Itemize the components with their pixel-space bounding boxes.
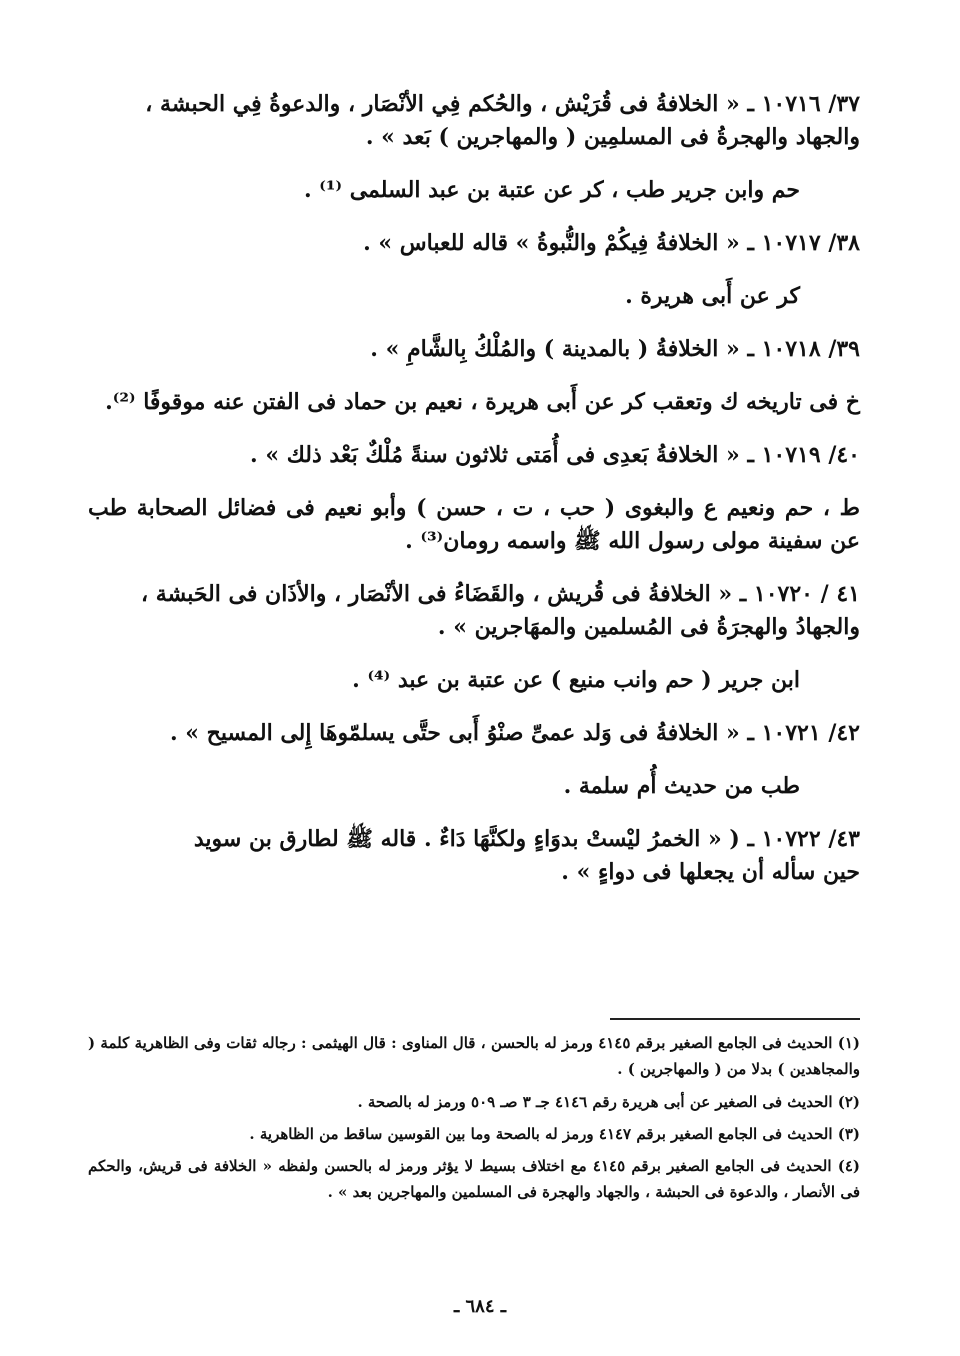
hadith-text: والجهادُ والهجرَةُ فى المُسلمين والمهَاجرين » . (437, 614, 860, 640)
entry-41-source (88, 664, 860, 697)
hadith-text: ٤٠/ ١٠٧١٩ ـ « الخلافةُ بَعدِى فى أُمَتى ثلاثون سنةً مُلْكٌ بَعْد ذلك » . (250, 442, 860, 468)
hadith-source: حم وابن جرير طب ، كر عن عتبة بن عبد السلمى ⁽¹⁾ . (303, 177, 800, 203)
hadith-source: كر عن أَبى هريرة . (625, 283, 800, 309)
footnote-2: (٢) الحديث فى الصغير عن أبى هريرة رقم ٤١٤٦ جـ ٣ صـ ٥٠٩ ورمز له بالصحة . (357, 1092, 860, 1111)
entry-37-source (88, 174, 860, 207)
hadith-source: ط ، حم ونعيم ع والبغوى ( حب ، ت ، حسن ) وأبو نعيم فى فضائل الصحابة طب عن سفينة مولى رسول الله ﷺ واسمه رومان⁽³⁾ . (88, 495, 860, 554)
footnote-separator (88, 1018, 860, 1020)
hadith-text: ٤٢/ ١٠٧٢١ ـ « الخلافةُ فى وَلد عمىِّ صنْوُ أَبى حتَّى يسلمّوهَا إِلى المسيح » . (169, 720, 860, 746)
page-number: ـ ٦٨٤ ـ (453, 1296, 507, 1317)
hadith-text: ٤٣/ ١٠٧٢٢ ـ ( « الخمرُ ليْستْ بدوَاءٍ ولكنَّهَا دَاءٌ . قاله ﷺ لطارق بن سويد (193, 826, 860, 852)
hadith-text: والجهاد والهجرةُ فى المسلمِين ( والمهاجرين ) بَعد » . (365, 124, 860, 150)
entry-42 (88, 717, 860, 750)
hadith-source: ابن جرير ( حم وانب منيع ) عن عتبة بن عبد ⁽⁴⁾ . (352, 667, 800, 693)
hadith-text: ٣٩/ ١٠٧١٨ ـ « الخلافةُ ( بالمدينة ) والمُلْكُ بِالشَّامِ » . (370, 336, 860, 362)
entry-43 (88, 823, 860, 889)
entry-37 (88, 88, 860, 154)
entry-38-source (88, 280, 860, 313)
entry-40-source (88, 492, 860, 558)
hadith-text: ٣٧/ ١٠٧١٦ ـ « الخلافةُ فى قُرَيْش ، والحُكم فِي الأنْصَار ، والدعوةُ فِي الحبشة ، (145, 91, 860, 117)
hadith-source: خ فى تاريخه ك وتعقب كر عن أَبى هريرة ، نعيم بن حماد فى الفتن عنه موقوفًا ⁽²⁾. (105, 389, 860, 415)
entry-38 (88, 227, 860, 260)
footnote-1: (١) الحديث فى الجامع الصغير برقم ٤١٤٥ ورمز له بالحسن ، قال المناوى : قال الهيثمى : رجاله ثقات وفى الظاهرية كلمة ( والمجاهدين ) بدلا من ( والمهاجرين ) . (88, 1034, 860, 1079)
footnotes (88, 1030, 860, 1212)
entry-40 (88, 439, 860, 472)
hadith-text: ٤١ / ١٠٧٢٠ ـ « الخلافةُ فى قُريش ، والقَضَاءُ فى الأنْصَار ، والأذَان فى الحَبشة ، (141, 581, 860, 607)
hadith-text: حين سأله أن يجعلها فى دواءٍ » . (561, 859, 860, 885)
footnote-3: (٣) الحديث فى الجامع الصغير برقم ٤١٤٧ ورمز له بالصحة وما بين القوسين ساقط من الظاهرية . (249, 1124, 860, 1143)
entry-41 (88, 578, 860, 644)
footnote-4: (٤) الحديث فى الجامع الصغير برقم ٤١٤٥ مع اختلاف بسيط لا يؤثر ورمز له بالحسن ولفظه « الخلافة فى قريش، والحكم فى الأنصار ، والدعوة فى الحبشة ، والجهاد والهجرة فى المسلمين والمهاجرين بعد » . (88, 1157, 860, 1202)
entry-39 (88, 333, 860, 366)
hadith-text: ٣٨/ ١٠٧١٧ ـ « الخلافةُ فِيكُمْ والنُّبوةُ » قاله للعباس » . (363, 230, 860, 256)
main-text (88, 88, 860, 909)
entry-42-source (88, 770, 860, 803)
hadith-source: طب من حديث أُم سلمة . (563, 773, 800, 799)
entry-39-source (88, 386, 860, 419)
